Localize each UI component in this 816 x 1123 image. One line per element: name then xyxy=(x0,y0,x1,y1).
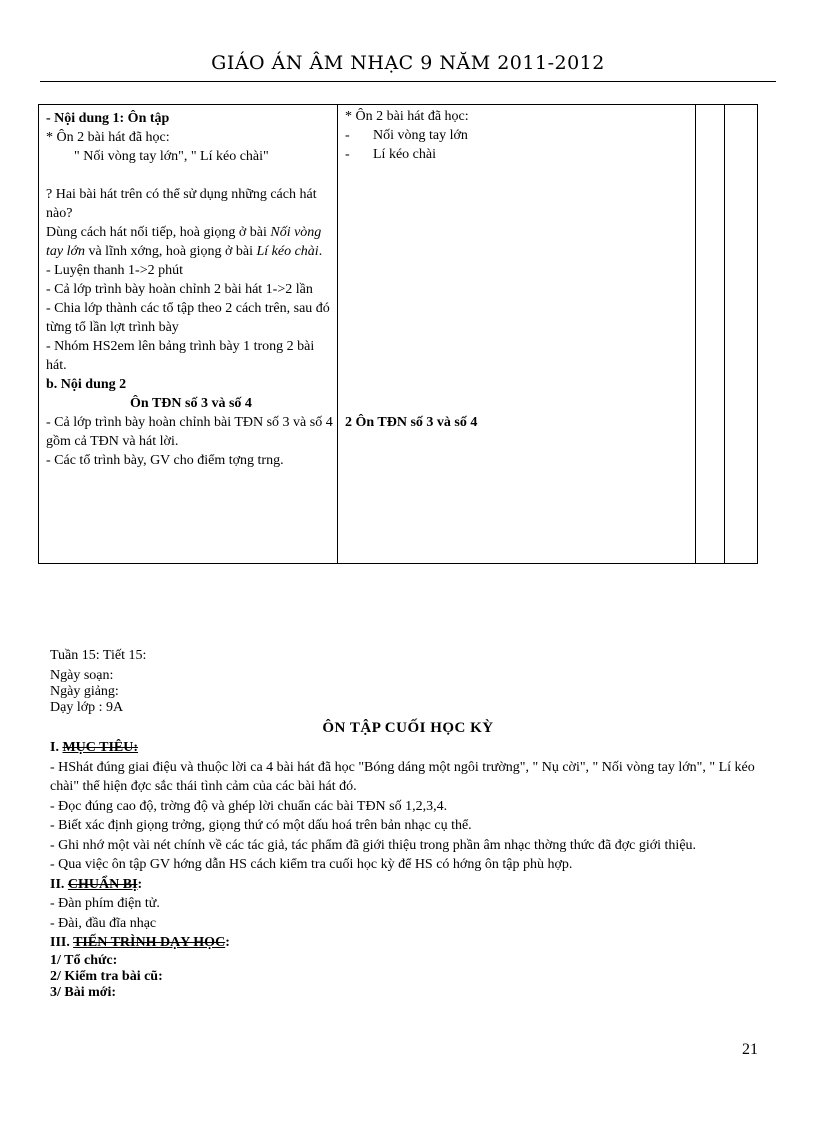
process-item: 3/ Bài mới: xyxy=(50,984,117,1000)
student-activity-column xyxy=(345,107,685,430)
section-1-num: I. xyxy=(50,740,63,755)
objective-item: - Ghi nhớ một vài nét chính về các tác giả, tác phẩm đã giới thiệu trong phần âm nhạc thờng thức đã đợc giới thiệu. xyxy=(50,837,697,853)
method-text-b: và lĩnh xớng, hoà giọng ở bài xyxy=(84,244,257,259)
week-line: Tuần 15: Tiết 15: xyxy=(50,648,147,663)
process-item: 2/ Kiểm tra bài cũ: xyxy=(50,968,163,984)
col2-item-2 xyxy=(345,145,685,164)
prep-date-line: Ngày soạn: xyxy=(50,668,114,683)
warmup-line: - Luyện thanh 1->2 phút xyxy=(46,263,183,278)
column-divider-2 xyxy=(695,105,696,563)
review-line: * Ôn 2 bài hát đã học: xyxy=(46,130,170,145)
col2-review-line: * Ôn 2 bài hát đã học: xyxy=(345,109,469,124)
section-2-label: CHUẨN BỊ xyxy=(67,876,138,892)
teacher-activity-column xyxy=(46,109,336,470)
dash-marker: - xyxy=(345,147,350,162)
col2-item-2-text: Lí kéo chài xyxy=(373,147,436,162)
page-number: 21 xyxy=(742,1041,758,1058)
tdn-perform-line: - Cả lớp trình bày hoàn chỉnh bài TĐN số 3 và số 4 gồm cả TĐN và hát lời. xyxy=(46,415,333,449)
objective-item: - Biết xác định giọng trởng, giọng thứ có một dấu hoá trên bản nhạc cụ thể. xyxy=(50,818,472,833)
method-line xyxy=(46,223,336,261)
class-perform-line: - Cả lớp trình bày hoàn chỉnh 2 bài hát 1->2 lần xyxy=(46,282,313,297)
class-line: Dạy lớp : 9A xyxy=(50,700,124,715)
objective-item: - Đọc đúng cao độ, trờng độ và ghép lời chuẩn các bài TĐN số 1,2,3,4. xyxy=(50,798,448,814)
prep-item: - Đài, đầu đĩa nhạc xyxy=(50,915,157,931)
section-2-heading xyxy=(50,875,766,895)
col2-item-1-text: Nối vòng tay lớn xyxy=(373,128,468,143)
teach-date-line: Ngày giảng: xyxy=(50,684,119,699)
prep-item: - Đàn phím điện tử. xyxy=(50,896,160,911)
page-header-title: GIÁO ÁN ÂM NHẠC 9 NĂM 2011-2012 xyxy=(211,52,605,74)
lesson-info xyxy=(50,648,770,716)
section-3-heading xyxy=(50,933,766,953)
column-divider-1 xyxy=(337,105,338,563)
lesson-body xyxy=(50,738,766,1001)
section-2-suffix: : xyxy=(137,876,143,892)
content1-heading: - Nội dung 1: Ôn tập xyxy=(46,111,170,126)
method-text-c: . xyxy=(318,244,323,259)
column-divider-3 xyxy=(724,105,725,563)
groups-line: - Chia lớp thành các tổ tập theo 2 cách trên, sau đó từng tổ lần lợt trình bày xyxy=(46,301,330,335)
songs-line: " Nối vòng tay lớn", " Lí kéo chài" xyxy=(74,149,269,164)
blank-line xyxy=(46,166,336,185)
tdn-title: Ôn TĐN số 3 và số 4 xyxy=(130,396,252,411)
section-1-heading xyxy=(50,738,766,758)
section-3-suffix: : xyxy=(225,935,230,950)
col2-item-1 xyxy=(345,126,685,145)
content2-heading: b. Nội dung 2 xyxy=(46,377,127,392)
method-song-1: Nối vòng tay lớn xyxy=(46,225,322,259)
lesson-title: ÔN TẬP CUỐI HỌC KỲ xyxy=(322,720,494,736)
method-text-a: Dùng cách hát nối tiếp, hoà giọng ở bài xyxy=(46,225,271,240)
section-3-num: III. xyxy=(50,935,74,950)
method-song-2: Lí kéo chài xyxy=(256,244,319,259)
objective-item: - HShát đúng giai điệu và thuộc lời ca 4 bài hát đã học "Bóng dáng một ngôi trường", " Nụ cời", " Nối vòng tay lớn", " Lí kéo chài" thể hiện đợc sắc thái tình cảm của các bài hát đó. xyxy=(50,759,755,794)
col2-tdn-line: 2 Ôn TĐN số 3 và số 4 xyxy=(345,415,478,430)
tdn-groups-line: - Các tổ trình bày, GV cho điểm tợng trng. xyxy=(46,453,284,468)
section-2-num: II. xyxy=(50,876,68,892)
lesson-table xyxy=(38,104,758,564)
section-3-label: TIẾN TRÌNH DẠY HỌC xyxy=(73,935,226,950)
objective-item: - Qua việc ôn tập GV hớng dẫn HS cách kiểm tra cuối học kỳ để HS có hớng ôn tập phù hợp. xyxy=(50,857,573,872)
process-item: 1/ Tổ chức: xyxy=(50,952,118,968)
header-rule xyxy=(40,81,776,82)
dash-marker: - xyxy=(345,128,350,143)
section-1-label: MỤC TIÊU: xyxy=(62,740,139,755)
students-line: - Nhóm HS2em lên bảng trình bày 1 trong 2 bài hát. xyxy=(46,339,315,373)
question-line: ? Hai bài hát trên có thể sử dụng những cách hát nào? xyxy=(46,187,317,221)
